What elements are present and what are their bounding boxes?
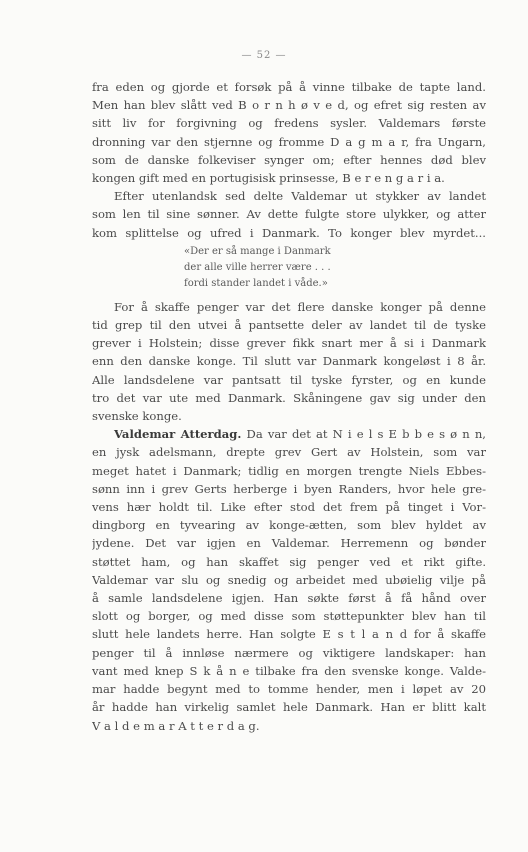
text-line: Alle landsdelene var pantsatt til tyske fyrster, og en kunde [92,372,486,387]
text-line: som len til sine sønner. Av dette fulgte store ulykker, og atter [92,207,486,222]
text-line: tid grep til den utvei å pantsette deler av landet til de tyske [92,318,486,333]
text-line: fra eden og gjorde et forsøk på å vinne tilbake de tapte land. [92,80,486,94]
text-line: svenske konge. [92,409,182,424]
text-line: penger til å innløse nærmere og viktigere landskaper: han [92,645,486,660]
text-line: vant med knep S k å n e tilbake fra den svenske konge. Valde- [92,663,486,678]
poem-line: der alle ville herrer være . . . [184,261,331,273]
text-line: sitt liv for forgivning og fredens sysler. Valdemars første [92,116,486,131]
text-line: Valdemar var slu og snedig og arbeidet med ubøielig vilje på [92,572,486,587]
text-line: Efter utenlandsk sed delte Valdemar ut stykker av landet [114,189,486,204]
text-line: meget hatet i Danmark; tidlig en morgen trengte Niels Ebbes- [92,463,486,478]
paragraph-2 [92,187,486,242]
section-heading: Valdemar Atterdag. [114,427,242,442]
text-line: dingborg en tyvearing av konge-ætten, som blev hyldet av [92,518,486,533]
paragraph-3 [92,298,486,425]
text-line: som de danske folkeviser synger om; efter hennes død blev [92,152,486,167]
poem-quote [92,244,486,292]
text-line-heading [92,425,486,443]
paragraph-4 [92,425,486,734]
paragraph-1 [92,78,486,187]
text-line: dronning var den stjernne og fromme D a g m a r, fra Ungarn, [92,134,486,149]
text-line: sønn inn i grev Gerts herberge i byen Randers, hvor hele gre- [92,481,486,496]
text-line: slott og borger, og med disse som støttepunkter blev han til [92,609,486,624]
text-line: tro det var ute med Danmark. Skåningene gav sig under den [92,390,486,405]
poem-line: «Der er så mange i Danmark [184,245,331,257]
poem-line: fordi stander landet i våde.» [184,277,328,289]
body-text [92,78,486,735]
text-line: jydene. Det var igjen en Valdemar. Herremenn og bønder [92,536,486,551]
page-number: — 52 — [241,50,287,61]
text-line: enn den danske konge. Til slutt var Danmark kongeløst i 8 år. [92,354,486,369]
text-line: år hadde han virkelig samlet hele Danmark. Han er blitt kalt [92,700,486,715]
text-line: For å skaffe penger var det flere danske konger på denne [114,299,486,314]
text-line: vens hær holdt til. Like efter stod det frem på tinget i Vor- [92,500,486,515]
text-line: kongen gift med en portugisisk prinsesse, B e r e n g a r i a. [92,171,445,186]
text-line: støttet ham, og han skaffet sig penger ved et rikt gifte. [92,554,486,569]
text-line: grever i Holstein; disse grever fikk snart mer å si i Danmark [92,336,486,351]
text-line: slutt hele landets herre. Han solgte E s t l a n d for å skaffe [92,627,486,642]
text-line: Men han blev slått ved B o r n h ø v e d, og efret sig resten av [92,98,486,113]
text-line: V a l d e m a r A t t e r d a g. [92,718,260,733]
heading-line-rest: Da var det at N i e l s E b b e s ø n n, [246,427,486,442]
text-line: å samle landsdelene igjen. Han søkte først å få hånd over [92,591,486,606]
text-line: mar hadde begynt med to tomme hender, men i løpet av 20 [92,682,486,697]
text-line: en jysk adelsmann, drepte grev Gert av Holstein, som var [92,445,486,460]
text-line: kom splittelse og ufred i Danmark. To konger blev myrdet... [92,225,486,240]
